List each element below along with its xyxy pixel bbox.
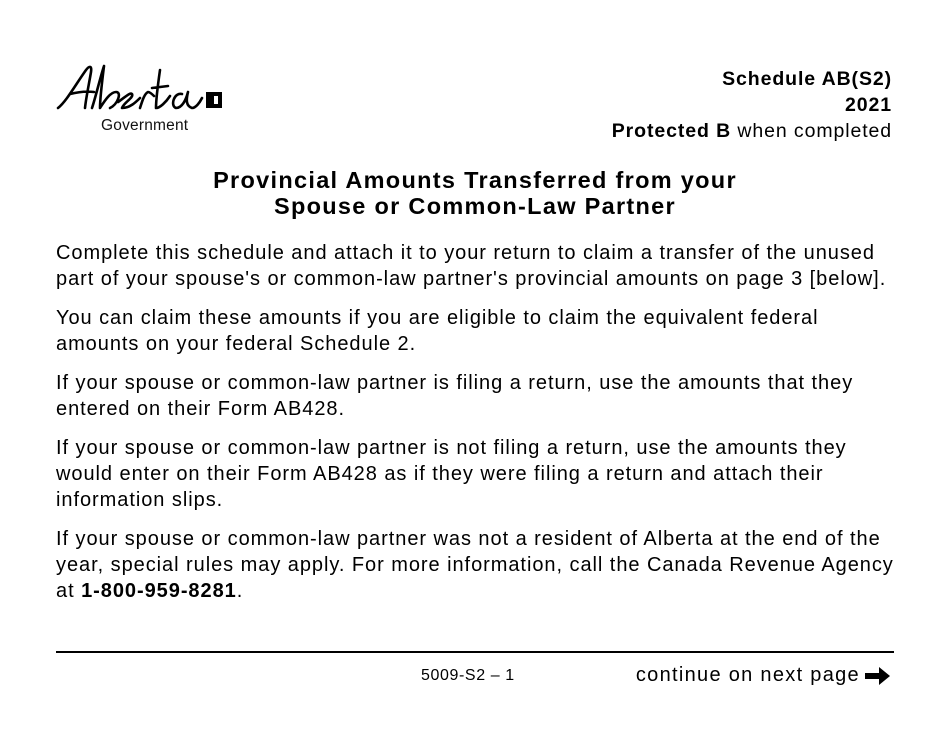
continue-label: continue on next page	[635, 664, 860, 686]
title-line-1: Provincial Amounts Transferred from your	[213, 167, 737, 193]
paragraph-4: If your spouse or common-law partner is not filing a return, use the amounts they would enter on their Form AB428 as if they were filing a return and attach their information slips.	[56, 437, 847, 511]
alberta-wordmark-icon	[56, 62, 236, 118]
paragraph-3: If your spouse or common-law partner is filing a return, use the amounts that they entered on their Form AB428.	[56, 372, 854, 420]
footer-divider	[56, 651, 894, 653]
form-number: 5009-S2 – 1	[421, 667, 515, 684]
page-title	[0, 167, 950, 219]
continue-next-page	[636, 664, 892, 687]
schedule-year: 2021	[845, 94, 892, 116]
paragraph-5-end: .	[236, 580, 244, 602]
alberta-logo	[56, 62, 246, 138]
protected-line	[612, 118, 892, 144]
cra-phone-number: 1-800-959-8281	[81, 580, 237, 602]
instructions	[56, 240, 906, 617]
logo-subtitle: Government	[101, 117, 189, 134]
protected-label: Protected B	[611, 120, 732, 142]
schedule-name: Schedule AB(S2)	[722, 68, 892, 90]
protected-suffix: when completed	[731, 120, 892, 142]
paragraph-5	[56, 526, 906, 604]
schedule-header	[612, 66, 892, 144]
right-arrow-icon	[864, 665, 892, 687]
paragraph-1: Complete this schedule and attach it to your return to claim a transfer of the unused part of your spouse's or common-law partner's provincial amounts on page 3 [below].	[56, 242, 887, 290]
title-line-2: Spouse or Common-Law Partner	[273, 193, 676, 219]
paragraph-2: You can claim these amounts if you are eligible to claim the equivalent federal amounts on your federal Schedule 2.	[56, 307, 819, 355]
paragraph-5-text: If your spouse or common-law partner was not a resident of Alberta at the end of the year, special rules may apply. For more information, call the Canada Revenue Agency at	[56, 528, 894, 602]
